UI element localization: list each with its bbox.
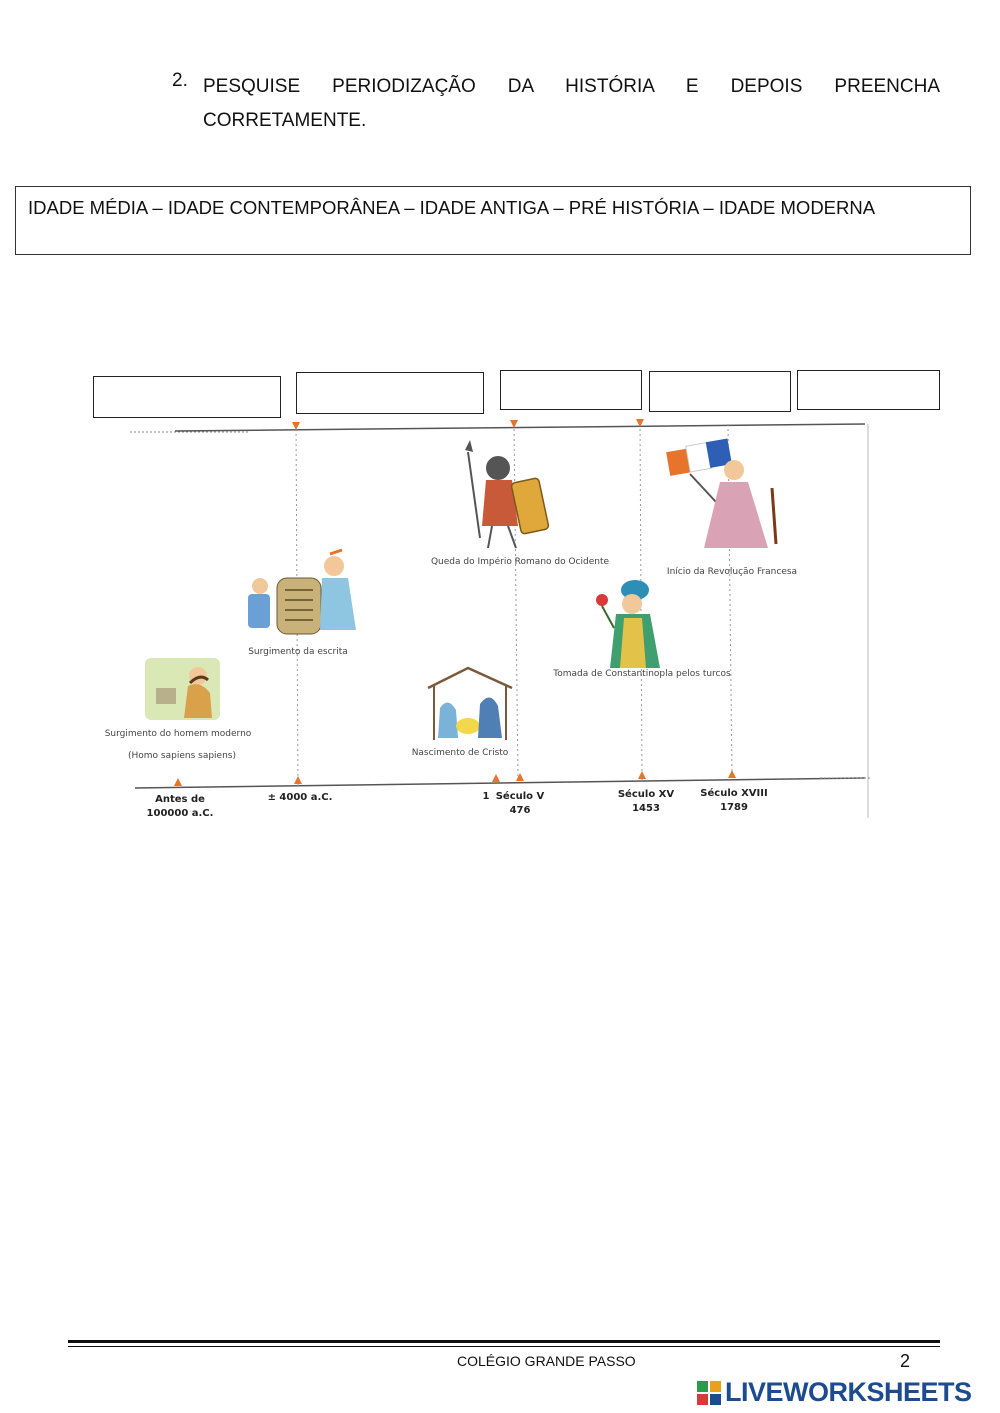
word-bank-text: IDADE MÉDIA – IDADE CONTEMPORÂNEA – IDADE ANTIGA – PRÉ HISTÓRIA – IDADE MODERNA <box>28 197 876 218</box>
date-label: Século XV <box>617 789 675 800</box>
date-label: 1453 <box>632 803 660 814</box>
date-label: Antes de <box>155 794 205 805</box>
footer-rule-thin <box>68 1346 940 1347</box>
event-label: Surgimento do homem moderno <box>104 729 252 739</box>
date-label: Século V <box>495 791 545 802</box>
date-label: 100000 a.C. <box>146 808 214 819</box>
question-text: PESQUISE PERIODIZAÇÃO DA HISTÓRIA E DEPOIS PREENCHA CORRETAMENTE. <box>203 76 940 131</box>
date-label: 1789 <box>720 802 748 813</box>
roman-soldier-illustration <box>465 440 549 548</box>
date-label: 1 <box>482 791 490 802</box>
liveworksheets-wordmark: LIVEWORKSHEETS <box>725 1377 972 1407</box>
answer-box-5[interactable] <box>797 370 940 410</box>
date-label: ± 4000 a.C. <box>267 792 333 803</box>
event-label: Tomada de Constantinopla pelos turcos <box>553 669 731 679</box>
event-label: Início da Revolução Francesa <box>666 567 798 577</box>
answer-box-3[interactable] <box>500 370 642 410</box>
date-label: 476 <box>509 805 531 816</box>
answer-box-2[interactable] <box>296 372 484 414</box>
writing-tablet-illustration <box>248 550 356 634</box>
liveworksheets-badge-icon <box>697 1381 721 1405</box>
event-label: Surgimento da escrita <box>248 647 348 657</box>
date-label: Século XVIII <box>700 788 768 799</box>
event-label: Queda do Império Romano do Ocidente <box>430 557 610 567</box>
event-label: Nascimento de Cristo <box>411 748 509 758</box>
page-number: 2 <box>900 1351 911 1371</box>
caveman-illustration <box>145 658 220 720</box>
school-name: COLÉGIO GRANDE PASSO <box>457 1353 636 1369</box>
history-timeline <box>104 418 880 828</box>
footer-rule <box>68 1340 940 1343</box>
word-bank <box>15 186 971 255</box>
answer-box-4[interactable] <box>649 371 791 412</box>
nativity-illustration <box>428 668 512 740</box>
liberty-illustration <box>666 438 776 548</box>
event-sublabel: (Homo sapiens sapiens) <box>128 751 236 761</box>
answer-box-1[interactable] <box>93 376 281 418</box>
ottoman-illustration <box>596 580 660 668</box>
question-number: 2. <box>172 70 188 91</box>
liveworksheets-logo[interactable] <box>697 1377 997 1409</box>
